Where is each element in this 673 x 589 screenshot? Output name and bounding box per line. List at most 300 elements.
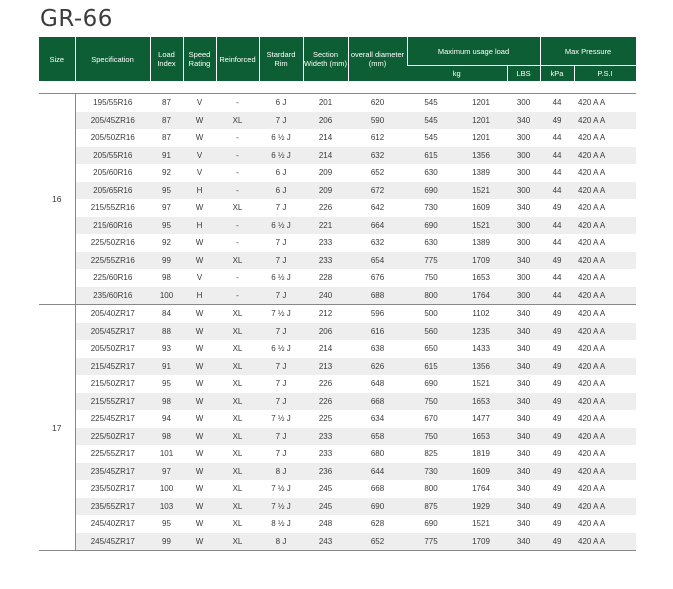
table-cell: 92 xyxy=(162,168,171,178)
table-cell: 420 A A xyxy=(578,168,606,178)
table-cell: 658 xyxy=(348,428,407,446)
table-cell: XL xyxy=(216,305,259,323)
table-cell: 340 xyxy=(516,344,531,354)
table-cell: 672 xyxy=(348,182,407,200)
table-cell: 875 xyxy=(407,498,455,516)
table-cell: - xyxy=(236,238,239,248)
table-cell: 1609 xyxy=(455,463,507,481)
table-cell: 680 xyxy=(370,449,385,459)
table-cell: 205/50ZR16 xyxy=(90,133,135,143)
table-cell: 88 xyxy=(150,323,183,341)
table-cell: 225/55ZR17 xyxy=(90,449,135,459)
table-cell: 245/45ZR17 xyxy=(75,533,150,551)
table-cell: W xyxy=(183,463,216,481)
table-cell: 243 xyxy=(303,533,348,551)
table-cell: XL xyxy=(216,498,259,516)
table-cell: 420 A A xyxy=(574,323,636,341)
table-cell: 340 xyxy=(507,112,540,130)
table-row xyxy=(39,393,636,411)
table-cell: 690 xyxy=(424,519,438,529)
table-cell: H xyxy=(183,287,216,305)
table-cell: 233 xyxy=(303,428,348,446)
table-cell: 98 xyxy=(162,273,171,283)
table-cell: 209 xyxy=(318,168,333,178)
table-cell: 690 xyxy=(424,379,438,389)
table-cell: 98 xyxy=(150,393,183,411)
table-cell: XL xyxy=(232,414,243,424)
table-row xyxy=(39,164,636,182)
table-cell: 775 xyxy=(407,252,455,270)
table-cell: 420 A A xyxy=(578,238,606,248)
table-cell: 1764 xyxy=(472,484,490,494)
table-cell: 215/55ZR17 xyxy=(75,393,150,411)
table-cell: 1389 xyxy=(472,238,490,248)
table-cell: 233 xyxy=(318,449,333,459)
table-cell: 340 xyxy=(507,358,540,376)
table-row xyxy=(39,234,636,252)
table-cell: 7 J xyxy=(259,287,303,305)
table-cell: 49 xyxy=(540,323,574,341)
table-cell: 1201 xyxy=(455,112,507,130)
table-cell: 1356 xyxy=(455,358,507,376)
table-cell: 6 J xyxy=(275,168,287,178)
table-cell: 1521 xyxy=(455,217,507,235)
table-cell: 7 J xyxy=(259,252,303,270)
table-row xyxy=(39,515,636,533)
table-cell: 652 xyxy=(370,168,385,178)
table-cell: 1709 xyxy=(455,533,507,551)
table-cell: 6 J xyxy=(259,182,303,200)
table-cell: 1433 xyxy=(472,344,490,354)
table-cell: - xyxy=(236,133,239,143)
table-cell: W xyxy=(183,393,216,411)
table-row xyxy=(39,252,636,270)
table-cell: XL xyxy=(232,519,243,529)
table-cell: - xyxy=(236,168,239,178)
table-cell: 626 xyxy=(348,358,407,376)
table-cell: 690 xyxy=(407,217,455,235)
table-cell: 215/60R16 xyxy=(75,217,150,235)
table-cell: 340 xyxy=(507,305,540,323)
table-cell: 91 xyxy=(150,358,183,376)
table-cell: 648 xyxy=(370,379,385,389)
table-cell: 8 J xyxy=(259,533,303,551)
table-cell: 300 xyxy=(516,273,531,283)
size-cell: 16 xyxy=(39,94,75,305)
table-cell: 615 xyxy=(407,147,455,165)
table-cell: 668 xyxy=(348,393,407,411)
table-cell: 340 xyxy=(507,463,540,481)
table-cell: 212 xyxy=(303,305,348,323)
header-overall-diameter: overall diameter (mm) xyxy=(348,37,407,81)
table-cell: - xyxy=(216,147,259,165)
table-cell: 213 xyxy=(303,358,348,376)
table-cell: W xyxy=(183,428,216,446)
table-cell: 7 J xyxy=(259,323,303,341)
table-cell: 214 xyxy=(303,147,348,165)
table-cell: XL xyxy=(216,323,259,341)
table-cell: 91 xyxy=(150,147,183,165)
table-cell: 1653 xyxy=(455,393,507,411)
table-cell: 49 xyxy=(552,379,562,389)
table-cell: 49 xyxy=(540,358,574,376)
table-cell: W xyxy=(183,112,216,130)
table-cell: 49 xyxy=(552,203,562,213)
table-cell: 8 ½ J xyxy=(271,519,291,529)
table-cell: 205/65R16 xyxy=(75,182,150,200)
table-cell: H xyxy=(183,182,216,200)
table-cell: 92 xyxy=(162,238,171,248)
table-cell: 94 xyxy=(162,414,171,424)
table-cell: 235/55ZR17 xyxy=(75,498,150,516)
table-cell: 221 xyxy=(303,217,348,235)
table-cell: 49 xyxy=(552,344,562,354)
table-row xyxy=(39,287,636,305)
table-cell: W xyxy=(183,358,216,376)
table-cell: 6 ½ J xyxy=(271,273,291,283)
table-cell: 420 A A xyxy=(578,379,606,389)
table-cell: 8 J xyxy=(259,463,303,481)
table-cell: 44 xyxy=(552,238,562,248)
table-cell: XL xyxy=(232,344,243,354)
table-cell: 206 xyxy=(303,323,348,341)
header-psi: P.S.I xyxy=(574,66,636,82)
table-cell: 300 xyxy=(516,133,531,143)
table-cell: 97 xyxy=(150,463,183,481)
header-load-index: Load Index xyxy=(150,37,183,81)
table-cell: 44 xyxy=(552,273,562,283)
table-cell: 214 xyxy=(318,133,333,143)
table-cell: 44 xyxy=(540,94,574,112)
table-cell: 420 A A xyxy=(578,519,606,529)
table-cell: 87 xyxy=(150,112,183,130)
table-cell: 545 xyxy=(407,94,455,112)
table-cell: 248 xyxy=(318,519,333,529)
table-cell: 233 xyxy=(318,238,333,248)
table-cell: 775 xyxy=(407,533,455,551)
table-cell: 235/45ZR17 xyxy=(75,463,150,481)
table-cell: 44 xyxy=(540,147,574,165)
table-cell: 7 J xyxy=(275,379,287,389)
table-cell: 420 A A xyxy=(574,393,636,411)
table-cell: W xyxy=(195,519,204,529)
header-reinforced: Reinforced xyxy=(216,37,259,81)
table-cell: 205/45ZR16 xyxy=(75,112,150,130)
table-cell: 644 xyxy=(348,463,407,481)
table-cell: 670 xyxy=(424,414,438,424)
table-cell: 97 xyxy=(162,203,171,213)
table-row xyxy=(39,129,636,147)
table-cell: - xyxy=(216,182,259,200)
table-cell: 49 xyxy=(552,484,562,494)
header-standard-rim: Stardard Rim xyxy=(259,37,303,81)
table-cell: 7 J xyxy=(275,203,287,213)
table-cell: 1521 xyxy=(472,519,490,529)
table-cell: XL xyxy=(216,428,259,446)
table-cell: 100 xyxy=(150,287,183,305)
table-cell: 6 J xyxy=(259,94,303,112)
table-cell: W xyxy=(183,498,216,516)
table-cell: 300 xyxy=(507,94,540,112)
table-cell: 750 xyxy=(407,393,455,411)
table-cell: 750 xyxy=(407,428,455,446)
table-cell: 44 xyxy=(552,133,562,143)
table-cell: W xyxy=(183,305,216,323)
table-cell: 205/40ZR17 xyxy=(75,305,150,323)
table-cell: 1389 xyxy=(472,168,490,178)
table-cell: 49 xyxy=(540,498,574,516)
table-cell: 95 xyxy=(162,379,171,389)
table-cell: 44 xyxy=(540,287,574,305)
size-cell: 17 xyxy=(39,305,75,551)
table-cell: 800 xyxy=(424,484,438,494)
table-cell: 750 xyxy=(424,273,438,283)
table-cell: W xyxy=(195,344,204,354)
table-cell: W xyxy=(195,379,204,389)
table-cell: 730 xyxy=(407,463,455,481)
table-cell: 632 xyxy=(370,238,385,248)
table-cell: 49 xyxy=(552,414,562,424)
table-cell: 676 xyxy=(370,273,385,283)
table-row xyxy=(39,445,636,463)
table-cell: 201 xyxy=(303,94,348,112)
table-cell: W xyxy=(183,252,216,270)
table-cell: V xyxy=(183,147,216,165)
table-cell: 99 xyxy=(150,533,183,551)
table-cell: XL xyxy=(216,358,259,376)
header-kg: kg xyxy=(407,66,507,82)
table-cell: V xyxy=(183,94,216,112)
table-cell: 205/45ZR17 xyxy=(75,323,150,341)
table-cell: 1521 xyxy=(472,379,490,389)
table-row xyxy=(39,428,636,446)
table-cell: 49 xyxy=(552,449,562,459)
table-row xyxy=(39,463,636,481)
table-cell: 340 xyxy=(516,203,531,213)
table-cell: 545 xyxy=(424,133,438,143)
table-cell: - xyxy=(216,287,259,305)
table-cell: 87 xyxy=(150,94,183,112)
table-cell: 6 ½ J xyxy=(271,344,291,354)
table-cell: 44 xyxy=(552,168,562,178)
table-body xyxy=(39,81,636,550)
table-cell: 612 xyxy=(370,133,385,143)
table-cell: 87 xyxy=(162,133,171,143)
table-cell: 7 ½ J xyxy=(271,484,291,494)
table-cell: 93 xyxy=(162,344,171,354)
table-cell: 214 xyxy=(318,344,333,354)
page-title: GR-66 xyxy=(40,6,113,32)
table-cell: 340 xyxy=(507,323,540,341)
table-cell: 300 xyxy=(516,168,531,178)
table-cell: 420 A A xyxy=(574,428,636,446)
table-cell: 226 xyxy=(318,379,333,389)
table-cell: 1235 xyxy=(455,323,507,341)
table-cell: XL xyxy=(216,393,259,411)
table-cell: 730 xyxy=(424,203,438,213)
table-cell: 7 J xyxy=(259,428,303,446)
table-cell: 500 xyxy=(407,305,455,323)
table-cell: 668 xyxy=(370,484,385,494)
table-cell: 1477 xyxy=(472,414,490,424)
table-cell: 300 xyxy=(507,147,540,165)
header-max-pressure: Max Pressure xyxy=(540,37,636,66)
table-cell: XL xyxy=(232,449,243,459)
table-cell: 206 xyxy=(303,112,348,130)
header-max-load: Maximum usage load xyxy=(407,37,540,66)
table-cell: 340 xyxy=(516,379,531,389)
table-cell: 7 J xyxy=(275,449,287,459)
table-cell: 1521 xyxy=(455,182,507,200)
table-cell: 236 xyxy=(303,463,348,481)
table-cell: 560 xyxy=(407,323,455,341)
table-row xyxy=(39,182,636,200)
table-cell: 225/50ZR17 xyxy=(75,428,150,446)
table-cell: 1819 xyxy=(472,449,490,459)
table-cell: 545 xyxy=(407,112,455,130)
table-cell: 6 ½ J xyxy=(259,217,303,235)
table-cell: W xyxy=(183,533,216,551)
table-cell: V xyxy=(196,273,203,283)
table-cell: 340 xyxy=(516,414,531,424)
table-cell: W xyxy=(195,133,204,143)
table-cell: 300 xyxy=(507,287,540,305)
table-cell: 1201 xyxy=(472,133,490,143)
table-cell: W xyxy=(195,484,204,494)
table-row xyxy=(39,533,636,551)
table-cell: 226 xyxy=(318,203,333,213)
table-cell: 340 xyxy=(507,498,540,516)
table-cell: 420 A A xyxy=(574,182,636,200)
table-cell: 420 A A xyxy=(578,203,606,213)
table-bottom-rule xyxy=(39,550,636,551)
table-cell: 420 A A xyxy=(574,533,636,551)
table-row xyxy=(39,305,636,323)
table-cell: 7 ½ J xyxy=(271,414,291,424)
table-cell: 195/55R16 xyxy=(75,94,150,112)
header-section-width: Section Wideth (mm) xyxy=(303,37,348,81)
table-cell: 44 xyxy=(540,217,574,235)
table-cell: XL xyxy=(216,533,259,551)
table-cell: H xyxy=(183,217,216,235)
table-cell: 226 xyxy=(303,393,348,411)
table-cell: 235/50ZR17 xyxy=(90,484,135,494)
table-cell: XL xyxy=(216,112,259,130)
table-cell: 340 xyxy=(516,449,531,459)
table-cell: XL xyxy=(216,252,259,270)
table-cell: 228 xyxy=(318,273,333,283)
table-cell: - xyxy=(216,94,259,112)
table-cell: 420 A A xyxy=(574,287,636,305)
table-cell: 49 xyxy=(540,428,574,446)
table-cell: 340 xyxy=(516,484,531,494)
table-cell: 6 ½ J xyxy=(259,147,303,165)
table-cell: 209 xyxy=(303,182,348,200)
table-cell: 420 A A xyxy=(574,217,636,235)
table-cell: 1764 xyxy=(455,287,507,305)
header-kpa: kPa xyxy=(540,66,574,82)
table-cell: 100 xyxy=(159,484,174,494)
table-cell: 44 xyxy=(540,182,574,200)
table-cell: 7 ½ J xyxy=(259,498,303,516)
table-row xyxy=(39,340,636,358)
table-cell: 690 xyxy=(348,498,407,516)
table-row xyxy=(39,410,636,428)
table-cell: 652 xyxy=(348,533,407,551)
table-cell: W xyxy=(195,238,204,248)
table-cell: 7 J xyxy=(259,112,303,130)
table-cell: 420 A A xyxy=(578,133,606,143)
table-cell: 1709 xyxy=(455,252,507,270)
table-cell: 225 xyxy=(318,414,333,424)
table-cell: 95 xyxy=(150,217,183,235)
table-cell: 49 xyxy=(540,533,574,551)
header-lbs: LBS xyxy=(507,66,540,82)
table-cell: 620 xyxy=(348,94,407,112)
table-cell: 420 A A xyxy=(574,358,636,376)
table-cell: 630 xyxy=(424,238,438,248)
table-cell: 688 xyxy=(348,287,407,305)
table-cell: 340 xyxy=(507,252,540,270)
table-row xyxy=(39,358,636,376)
table-row xyxy=(39,112,636,130)
table-cell: 650 xyxy=(424,344,438,354)
table-cell: 101 xyxy=(159,449,174,459)
table-cell: 225/60R16 xyxy=(93,273,133,283)
table-cell: 632 xyxy=(348,147,407,165)
table-cell: 49 xyxy=(540,393,574,411)
table-cell: 7 J xyxy=(259,393,303,411)
table-cell: 616 xyxy=(348,323,407,341)
table-cell: 225/50ZR16 xyxy=(90,238,135,248)
table-cell: 1653 xyxy=(472,273,490,283)
table-cell: 1609 xyxy=(472,203,490,213)
table-cell: 300 xyxy=(516,238,531,248)
table-row xyxy=(39,480,636,498)
table-cell: 7 J xyxy=(259,358,303,376)
table-cell: 95 xyxy=(162,519,171,529)
table-cell: 240 xyxy=(303,287,348,305)
table-cell: 590 xyxy=(348,112,407,130)
table-cell: XL xyxy=(232,484,243,494)
table-cell: W xyxy=(195,449,204,459)
table-cell: XL xyxy=(216,463,259,481)
table-cell: 420 A A xyxy=(578,273,606,283)
table-cell: W xyxy=(195,414,204,424)
table-cell: 1102 xyxy=(455,305,507,323)
table-cell: 634 xyxy=(370,414,385,424)
table-cell: 95 xyxy=(150,182,183,200)
table-cell: 628 xyxy=(370,519,385,529)
table-cell: 596 xyxy=(348,305,407,323)
header-speed-rating: Speed Rating xyxy=(183,37,216,81)
table-cell: 615 xyxy=(407,358,455,376)
table-cell: 205/50ZR17 xyxy=(90,344,135,354)
table-row xyxy=(39,217,636,235)
table-cell: 225/45ZR17 xyxy=(90,414,135,424)
table-row xyxy=(39,199,636,217)
table-cell: 300 xyxy=(507,182,540,200)
table-cell: 7 ½ J xyxy=(259,305,303,323)
table-cell: 340 xyxy=(507,428,540,446)
table-cell: 205/55R16 xyxy=(75,147,150,165)
header-specification: Specification xyxy=(75,37,150,81)
table-cell: 1356 xyxy=(455,147,507,165)
table-cell: 103 xyxy=(150,498,183,516)
table-cell: 1653 xyxy=(455,428,507,446)
table-cell: 98 xyxy=(150,428,183,446)
table-cell: 215/45ZR17 xyxy=(75,358,150,376)
